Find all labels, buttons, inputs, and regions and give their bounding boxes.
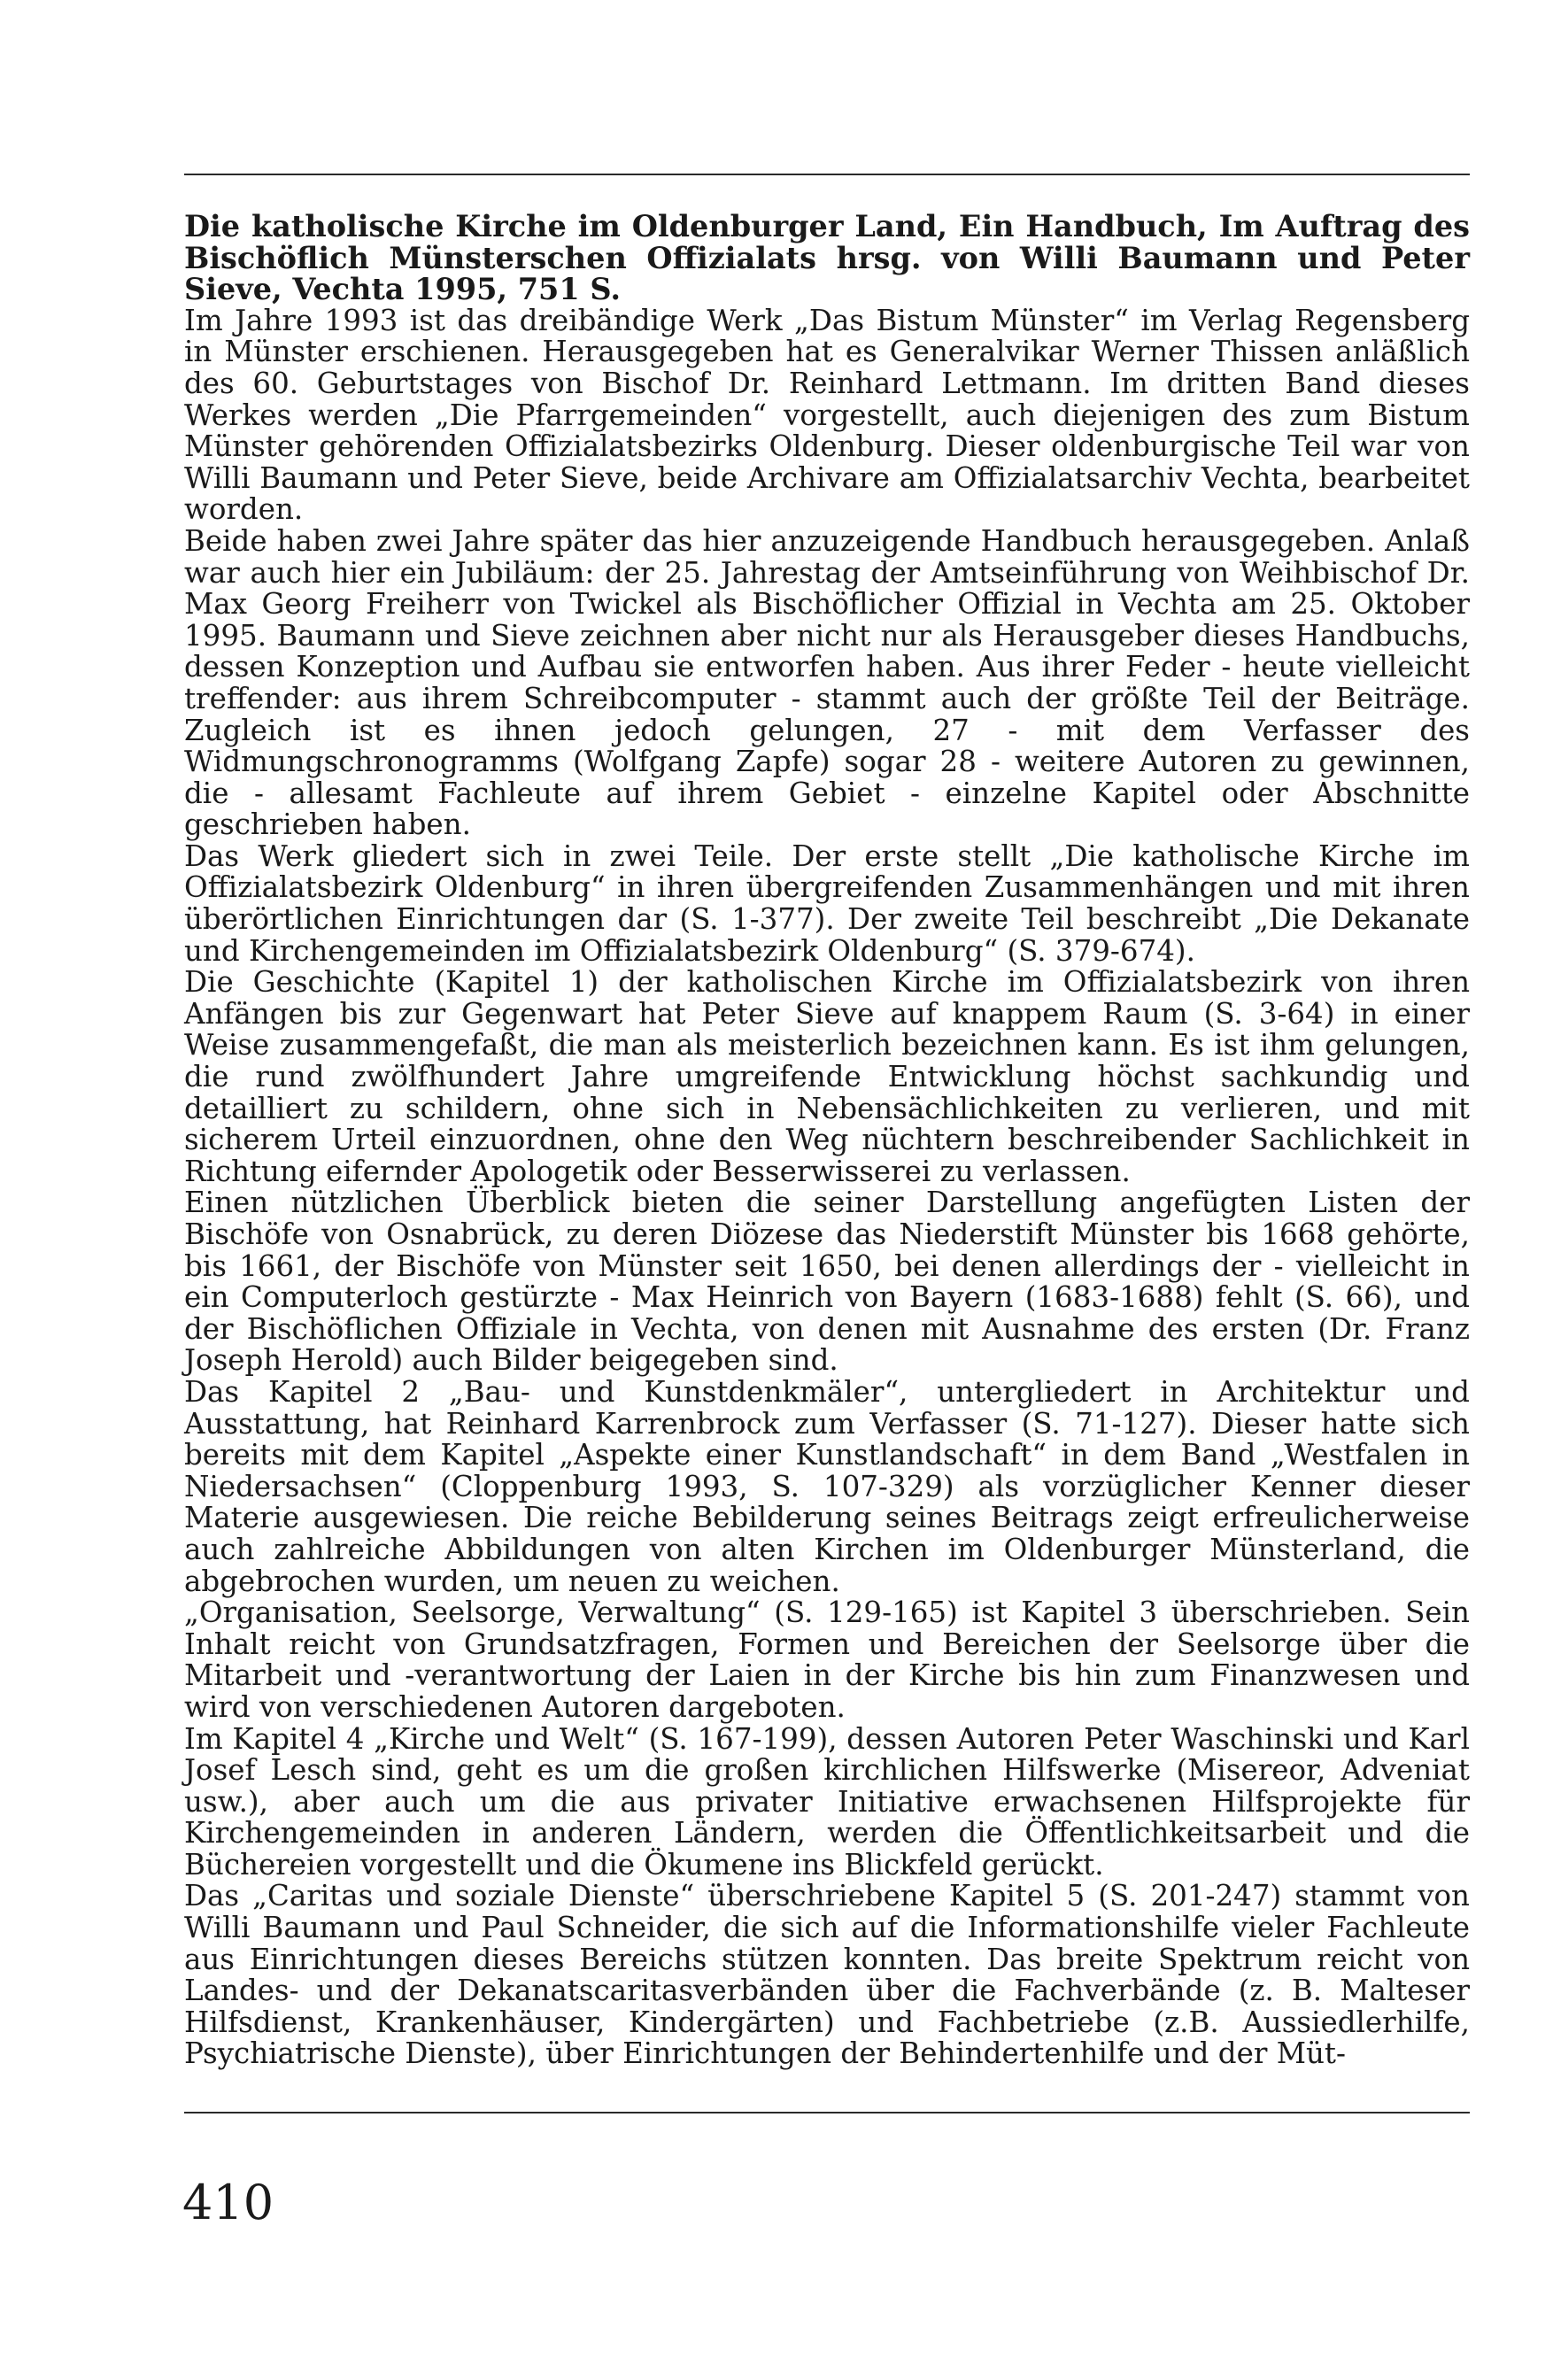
paragraph: Im Kapitel 4 „Kirche und Welt“ (S. 167-199), dessen Autoren Peter Waschinski und Karl Josef Lesch sind, geht es um die großen kirchlichen Hilfswerke (Misereor, Adveniat usw.), aber auch um die aus privater Initiative erwachsenen Hilfsprojekte für Kirchengemeinden in anderen Ländern, werden die Öffentlichkeitsarbeit und die Büchereien vorgestellt und die Ökumene ins Blickfeld gerückt. (184, 1721, 1470, 1882)
paragraph: Das Kapitel 2 „Bau- und Kunstdenkmäler“, untergliedert in Architektur und Ausstattung, hat Reinhard Karrenbrock zum Verfasser (S. 71-127). Dieser hatte sich bereits mit dem Kapitel „Aspekte einer Kunstlandschaft“ in dem Band „Westfalen in Niedersachsen“ (Cloppenburg 1993, S. 107-329) als vorzüglicher Kenner dieser Materie ausgewiesen. Die reiche Bebilderung seines Beitrags zeigt erfreulicherweise auch zahlreiche Abbildungen von alten Kirchen im Oldenburger Münsterland, die abgebrochen wurden, um neuen zu weichen. (184, 1374, 1470, 1598)
bottom-rule (184, 2112, 1470, 2113)
paragraph: Das Werk gliedert sich in zwei Teile. Der erste stellt „Die katholische Kirche im Offizialatsbezirk Oldenburg“ in ihren übergreifenden Zusammenhängen und mit ihren überörtlichen Einrichtungen dar (S. 1-377). Der zweite Teil beschreibt „Die Dekanate und Kirchengemeinden im Offizialatsbezirk Oldenburg“ (S. 379-674). (184, 838, 1470, 968)
paragraph: Einen nützlichen Überblick bieten die seiner Darstellung angefügten Listen der Bischöfe von Osnabrück, zu deren Diözese das Niederstift Münster bis 1668 gehörte, bis 1661, der Bischöfe von Münster seit 1650, bei denen allerdings der - vielleicht in ein Computerloch gestürzte - Max Heinrich von Bayern (1683-1688) fehlt (S. 66), und der Bischöflichen Offiziale in Vechta, von denen mit Ausnahme des ersten (Dr. Franz Joseph Herold) auch Bilder beigegeben sind. (184, 1186, 1470, 1378)
paragraph: Im Jahre 1993 ist das dreibändige Werk „Das Bistum Münster“ im Verlag Regensberg in Münster erschienen. Herausgegeben hat es Generalvikar Werner Thissen anläßlich des 60. Geburtstages von Bischof Dr. Reinhard Lettmann. Im dritten Band dieses Werkes werden „Die Pfarrgemeinden“ vorgestellt, auch diejenigen des zum Bistum Münster gehörenden Offizialatsbezirks Oldenburg. Dieser oldenburgische Teil war von Willi Baumann und Peter Sieve, beide Archivare am Offizialatsarchiv Vechta, bearbeitet worden. (184, 303, 1470, 527)
paragraph: Das „Caritas und soziale Dienste“ überschriebene Kapitel 5 (S. 201-247) stammt von Willi Baumann und Paul Schneider, die sich auf die Informationshilfe vieler Fachleute aus Einrichtungen dieses Bereichs stützen konnten. Das breite Spektrum reicht von Landes- und der Dekanatscaritasverbänden über die Fachverbände (z. B. Malteser Hilfsdienst, Krankenhäuser, Kindergärten) und Fachbetriebe (z.B. Aussiedlerhilfe, Psychiatrische Dienste), über Einrichtungen der Behindertenhilfe und der Müt- (184, 1879, 1470, 2071)
paragraph: Die Geschichte (Kapitel 1) der katholischen Kirche im Offizialatsbezirk von ihren Anfängen bis zur Gegenwart hat Peter Sieve auf knappem Raum (S. 3-64) in einer Weise zusammengefaßt, die man als meisterlich bezeichnen kann. Es ist ihm gelungen, die rund zwölfhundert Jahre umgreifende Entwicklung höchst sachkundig und detailliert zu schildern, ohne sich in Nebensächlichkeiten zu verlieren, und mit sicherem Urteil einzuordnen, ohne den Weg nüchtern beschreibender Sachlichkeit in Richtung eifernder Apologetik oder Besserwisserei zu verlassen. (184, 965, 1470, 1188)
top-rule (184, 174, 1470, 175)
page-number: 410 (182, 2175, 274, 2230)
review-title: Die katholische Kirche im Oldenburger Land, Ein Handbuch, Im Auftrag des Bischöflich Münsterschen Offizialats hrsg. von Willi Baumann und Peter Sieve, Vechta 1995, 751 S. (184, 209, 1470, 307)
paragraph: Beide haben zwei Jahre später das hier anzuzeigende Handbuch herausgegeben. Anlaß war auch hier ein Jubiläum: der 25. Jahrestag der Amtseinführung von Weihbischof Dr. Max Georg Freiherr von Twickel als Bischöflicher Offizial in Vechta am 25. Oktober 1995. Baumann und Sieve zeichnen aber nicht nur als Herausgeber dieses Handbuchs, dessen Konzeption und Aufbau sie entworfen haben. Aus ihrer Feder - heute vielleicht treffender: aus ihrem Schreibcomputer - stammt auch der größte Teil der Beiträge. Zugleich ist es ihnen jedoch gelungen, 27 - mit dem Verfasser des Widmungschronogramms (Wolfgang Zapfe) sogar 28 - weitere Autoren zu gewinnen, die - allesamt Fachleute auf ihrem Gebiet - einzelne Kapitel oder Abschnitte geschrieben haben. (184, 523, 1470, 842)
review-body (184, 211, 1470, 2070)
paragraph: „Organisation, Seelsorge, Verwaltung“ (S. 129-165) ist Kapitel 3 überschrieben. Sein Inhalt reicht von Grundsatzfragen, Formen und Bereichen der Seelsorge über die Mitarbeit und -verantwortung der Laien in der Kirche bis hin zum Finanzwesen und wird von verschiedenen Autoren dargeboten. (184, 1596, 1470, 1724)
